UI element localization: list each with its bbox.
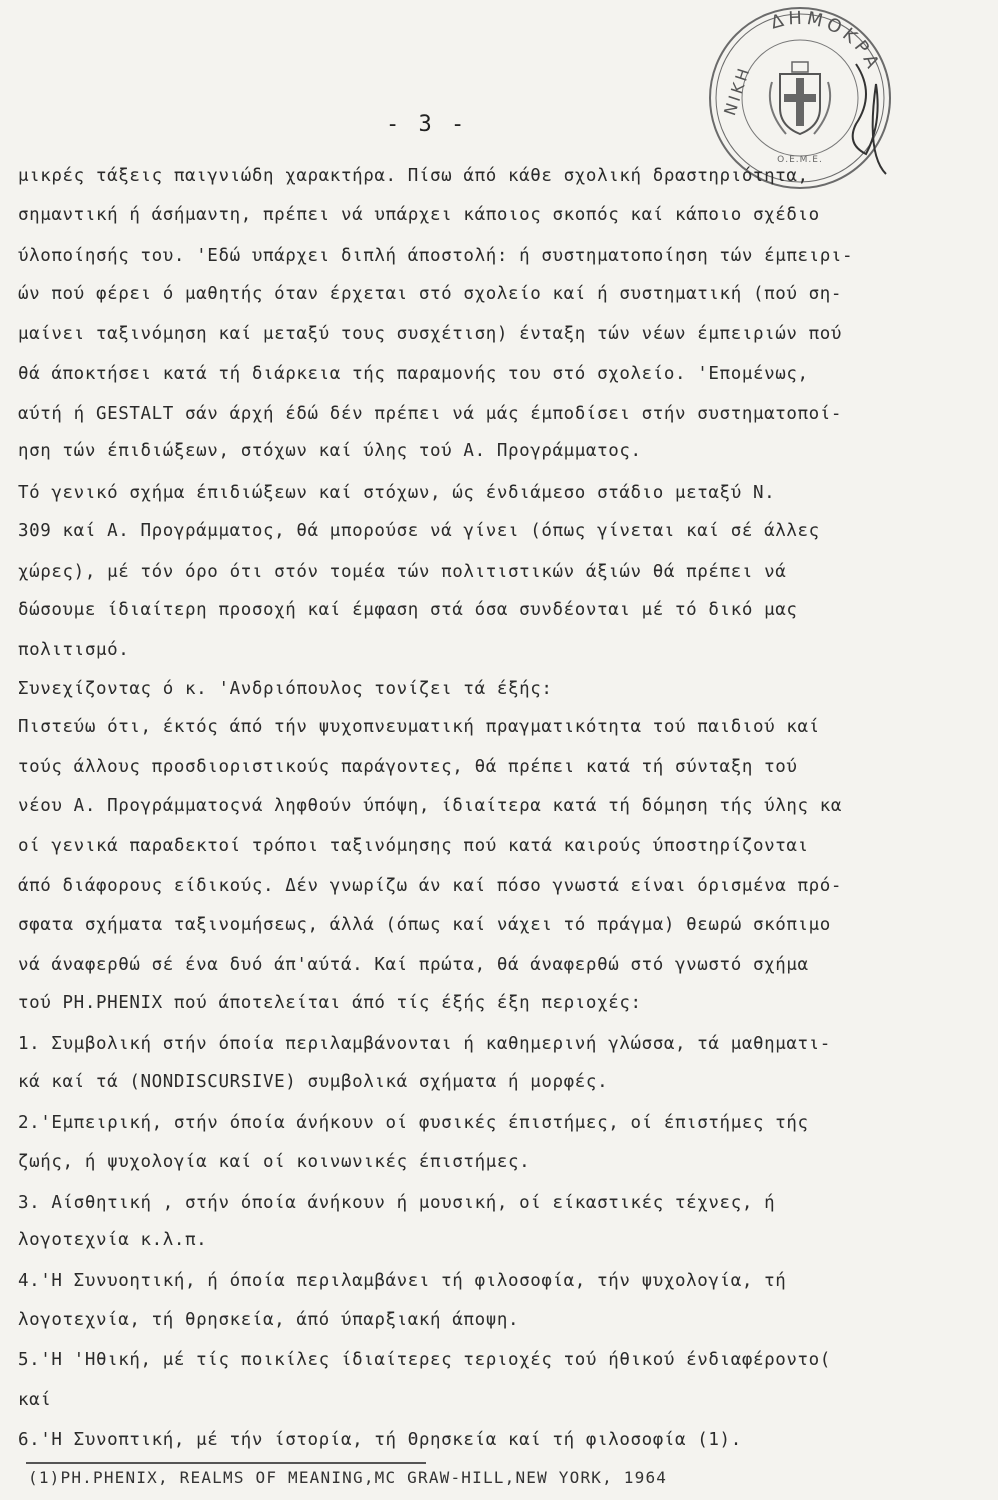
text-line: θά άποκτήσει κατά τή διάρκεια τής παραμονής του στό σχολείο. 'Επομένως, [18, 364, 809, 384]
text-line: άπό διάφορους είδικούς. Δέν γνωρίζω άν καί πόσο γνωστά είναι όρισμένα πρό- [18, 876, 843, 896]
text-line: νέου Α. Προγράμματοςνά ληφθούν ύπόψη, ίδιαίτερα κατά τή δόμηση τής ύλης κα [18, 796, 843, 816]
stamp-top-text: ΔΗΜΟΚΡΑ [768, 7, 885, 76]
text-line: χώρες), μέ τόν όρο ότι στόν τομέα τών πολιτιστικών άξιών θά πρέπει νά [18, 562, 787, 582]
text-line: τούς άλλους προσδιοριστικούς παράγοντες, θά πρέπει κατά τή σύνταξη τού [18, 757, 798, 777]
text-line: μαίνει ταξινόμηση καί μεταξύ τους συσχέτιση) ένταξη τών νέων έμπειριών πού [18, 324, 843, 344]
text-line: 4.'Η Συνυοητική, ή όποία περιλαμβάνει τή φιλοσοφία, τήν ψυχολογία, τή [18, 1271, 787, 1291]
text-line: αύτή ή GESTALT σάν άρχή έδώ δέν πρέπει νά μάς έμποδίσει στήν συστηματοποί- [18, 404, 843, 424]
text-line: ών πού φέρει ό μαθητής όταν έρχεται στό σχολείο καί ή συστηματική (πού ση- [18, 284, 843, 304]
text-line: ύλοποίησής του. 'Εδώ υπάρχει διπλή άποστολή: ή συστηματοποίηση τών έμπειρι- [18, 246, 854, 266]
text-line: καί [18, 1390, 52, 1410]
text-line: Τό γενικό σχήμα έπιδιώξεων καί στόχων, ώς ένδιάμεσο στάδιο μεταξύ Ν. [18, 483, 776, 503]
text-line: νά άναφερθώ σέ ένα δυό άπ'αύτά. Καί πρώτα, θά άναφερθώ στό γνωστό σχήμα [18, 955, 809, 975]
text-line: 5.'Η 'Ηθική, μέ τίς ποικίλες ίδιαίτερες τεριοχές τού ήθικού ένδιαφέροντο( [18, 1350, 831, 1370]
text-line: μικρές τάξεις παιγνιώδη χαρακτήρα. Πίσω άπό κάθε σχολική δραστηριότητα, [18, 166, 809, 186]
text-line: σφατα σχήματα ταξινομήσεως, άλλά (όπως καί νάχει τό πράγμα) θεωρώ σκόπιμο [18, 915, 831, 935]
text-line: 3. Αίσθητική , στήν όποία άνήκουν ή μουσική, οί είκαστικές τέχνες, ή [18, 1193, 776, 1213]
official-seal-stamp [706, 4, 894, 192]
page-number: - 3 - [386, 112, 468, 137]
text-line: ηση τών έπιδιώξεων, στόχων καί ύλης τού Α. Προγράμματος. [18, 441, 642, 461]
text-line: 1. Συμβολική στήν όποία περιλαμβάνονται ή καθημερινή γλώσσα, τά μαθηματι- [18, 1034, 831, 1054]
text-line: δώσουμε ίδιαίτερη προσοχή καί έμφαση στά όσα συνδέονται μέ τό δικό μας [18, 600, 798, 620]
text-line: λογοτεχνία, τή θρησκεία, άπό ύπαρξιακή άποψη. [18, 1310, 520, 1330]
text-line: Συνεχίζοντας ό κ. 'Ανδριόπουλος τονίζει τά έξής: [18, 679, 553, 699]
stamp-inner-text: Ο.Ε.Μ.Ε. [777, 155, 823, 165]
text-line: Πιστεύω ότι, έκτός άπό τήν ψυχοπνευματική πραγματικότητα τού παιδιού καί [18, 717, 820, 737]
text-line: 2.'Εμπειρική, στήν όποία άνήκουν οί φυσικές έπιστήμες, οί έπιστήμες τής [18, 1113, 809, 1133]
text-line: 6.'Η Συνοπτική, μέ τήν ίστορία, τή Θρησκεία καί τή φιλοσοφία (1). [18, 1430, 742, 1450]
coat-of-arms-icon [770, 62, 830, 134]
text-line: πολιτισμό. [18, 640, 130, 660]
text-line: κά καί τά (NONDISCURSIVE) συμβολικά σχήματα ή μορφές. [18, 1072, 609, 1092]
footnote-divider [26, 1462, 426, 1464]
text-line: οί γενικά παραδεκτοί τρόποι ταξινόμησης πού κατά καιρούς ύποστηρίζονται [18, 836, 809, 856]
stamp-left-text: ΝΙΚΗ [720, 63, 755, 118]
text-line: λογοτεχνία κ.λ.π. [18, 1230, 208, 1250]
footnote: (1)PH.PHENIX, REALMS OF MEANING,MC GRAW-HILL,NEW YORK, 1964 [28, 1468, 668, 1487]
text-line: 309 καί Α. Προγράμματος, θά μπορούσε νά γίνει (όπως γίνεται καί σέ άλλες [18, 521, 820, 541]
text-line: σημαντική ή άσήμαντη, πρέπει νά υπάρχει κάποιος σκοπός καί κάποιο σχέδιο [18, 205, 820, 225]
text-line: τού PH.PHENIX πού άποτελείται άπό τίς έξής έξη περιοχές: [18, 993, 642, 1013]
text-line: ζωής, ή ψυχολογία καί οί κοινωνικές έπιστήμες. [18, 1152, 531, 1172]
